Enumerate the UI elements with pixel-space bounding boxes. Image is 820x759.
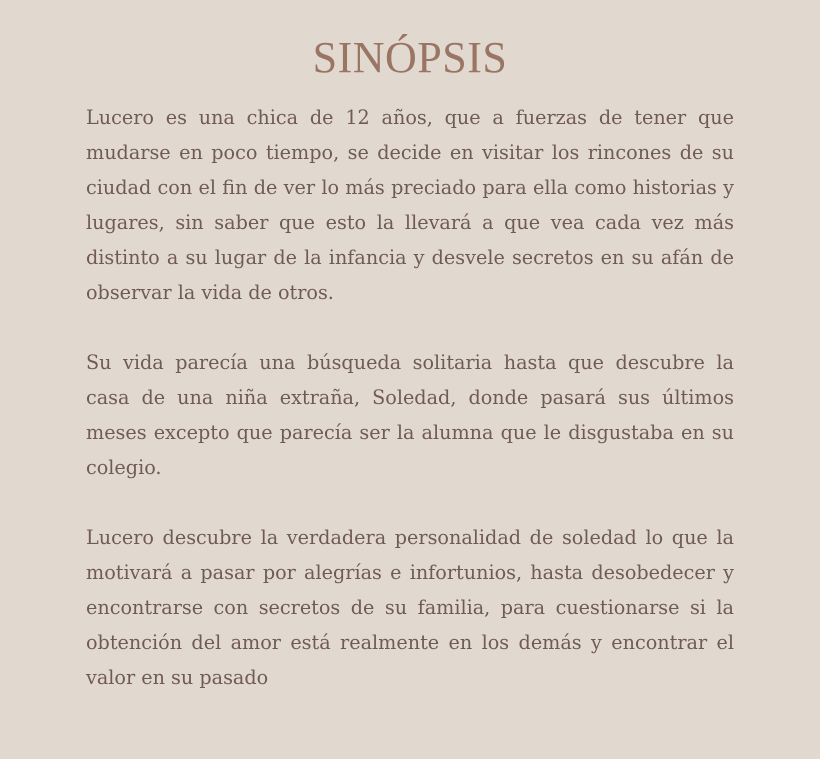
synopsis-paragraph-2: Su vida parecía una búsqueda solitaria hasta que descubre la casa de una niña extraña, Soledad, donde pasará sus últimos meses excepto que parecía ser la alumna que le disgustaba en su colegio. <box>86 351 734 479</box>
synopsis-body <box>86 100 734 695</box>
synopsis-paragraph-3: Lucero descubre la verdadera personalidad de soledad lo que la motivará a pasar por alegrías e infortunios, hasta desobedecer y encontrarse con secretos de su familia, para cuestionarse si la obtención del amor está realmente en los demás y encontrar el valor en su pasado <box>86 526 734 689</box>
synopsis-paragraph-1: Lucero es una chica de 12 años, que a fuerzas de tener que mudarse en poco tiempo, se decide en visitar los rincones de su ciudad con el fin de ver lo más preciado para ella como historias y lugares, sin saber que esto la llevará a que vea cada vez más distinto a su lugar de la infancia y desvele secretos en su afán de observar la vida de otros. <box>86 106 734 304</box>
page-title: SINÓPSIS <box>312 33 508 82</box>
